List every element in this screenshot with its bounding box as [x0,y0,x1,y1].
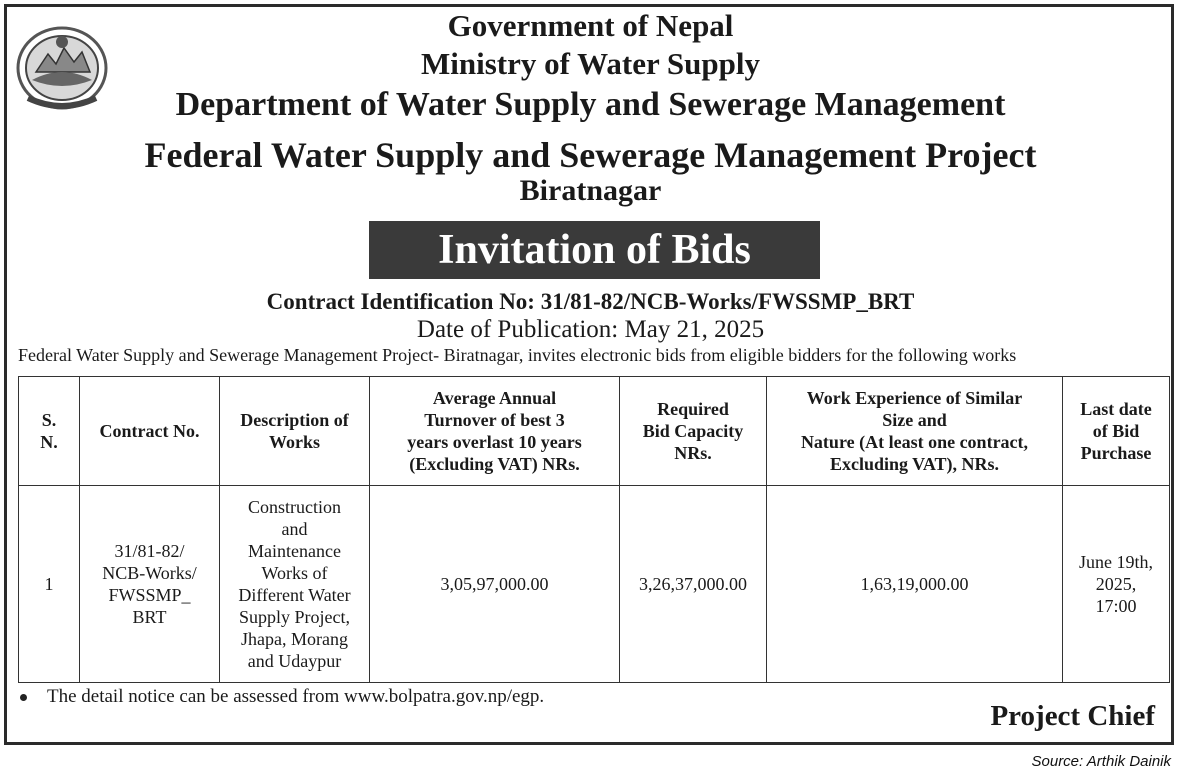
header-work-experience: Work Experience of Similar Size and Nature (At least one contract, Excluding VAT), NRs. [767,377,1063,486]
contract-identification: Contract Identification No: 31/81-82/NCB-Works/FWSSMP_BRT [266,289,915,314]
detail-note-text: The detail notice can be assessed from www.bolpatra.gov.np/egp. [47,686,545,707]
header-contract-no: Contract No. [80,377,220,486]
header-turnover: Average Annual Turnover of best 3 years overlast 10 years (Excluding VAT) NRs. [370,377,620,486]
header-department: Department of Water Supply and Sewerage Management [175,86,1006,123]
cell-sn: 1 [19,486,80,683]
header-last-date: Last date of Bid Purchase [1063,377,1170,486]
header-government: Government of Nepal [447,8,734,43]
publication-date: Date of Publication: May 21, 2025 [416,316,765,343]
cell-contract-no: 31/81-82/ NCB-Works/ FWSSMP_ BRT [80,486,220,683]
table-row [19,486,1170,683]
detail-note [20,686,544,708]
table-header-row [19,377,1170,486]
source-credit: Source: Arthik Dainik [1031,753,1171,770]
cell-turnover: 3,05,97,000.00 [370,486,620,683]
header-sn: S. N. [19,377,80,486]
cell-work-experience: 1,63,19,000.00 [767,486,1063,683]
header-ministry: Ministry of Water Supply [420,46,761,81]
intro-text: Federal Water Supply and Sewerage Management Project- Biratnagar, invites electronic bids from eligible bidders for the following works [18,345,1017,365]
notice-title: Invitation of Bids [369,221,820,279]
bullet-icon [20,694,27,701]
signature-project-chief: Project Chief [990,700,1155,732]
header-description: Description of Works [220,377,370,486]
cell-bid-capacity: 3,26,37,000.00 [620,486,767,683]
header-project: Federal Water Supply and Sewerage Management Project [144,135,1037,175]
bids-table [18,376,1170,683]
header-location: Biratnagar [519,174,662,207]
cell-description: Construction and Maintenance Works of Different Water Supply Project, Jhapa, Morang and Udaypur [220,486,370,683]
cell-last-date: June 19th, 2025, 17:00 [1063,486,1170,683]
header-bid-capacity: Required Bid Capacity NRs. [620,377,767,486]
